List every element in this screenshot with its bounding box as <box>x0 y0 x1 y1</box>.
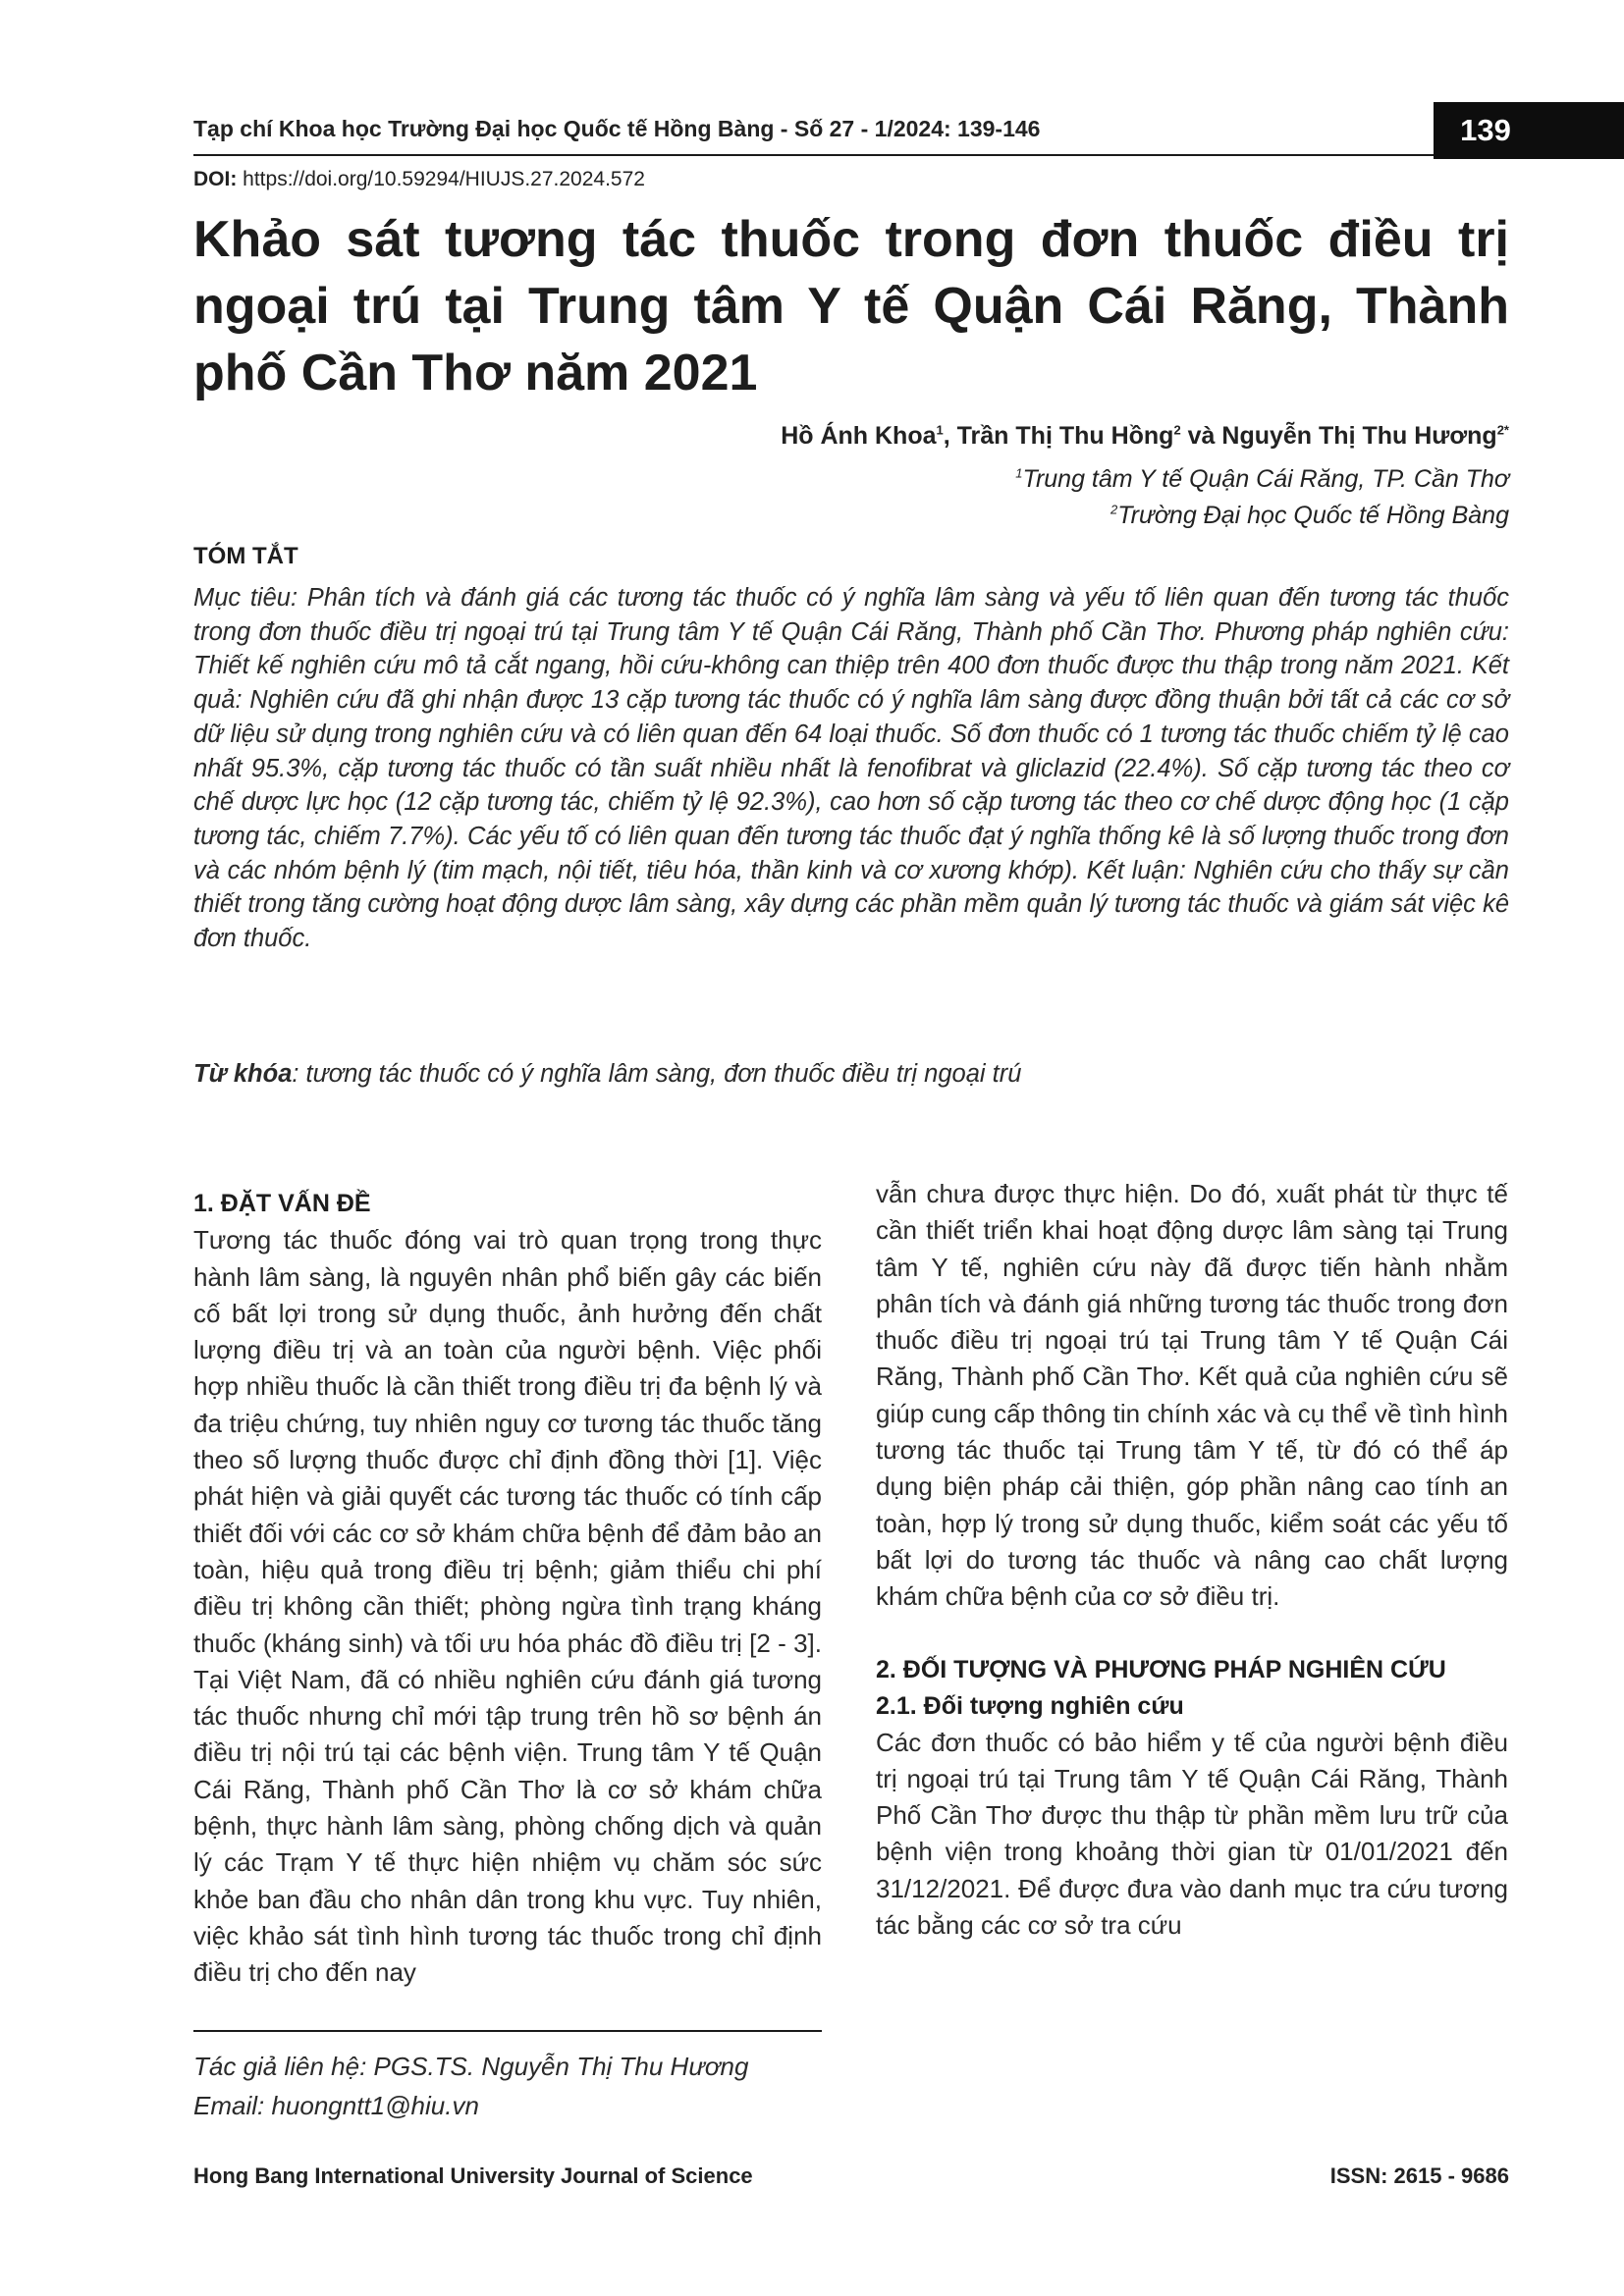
paper-title: Khảo sát tương tác thuốc trong đơn thuốc điều trị ngoại trú tại Trung tâm Y tế Quận Cái Răng, Thành phố Cần Thơ năm 2021 <box>193 211 1509 401</box>
doi-line <box>193 168 645 191</box>
footer-journal: Hong Bang International University Journal of Science <box>193 2163 753 2188</box>
abstract-heading: TÓM TẮT <box>193 543 298 569</box>
affiliation-text: Trường Đại học Quốc tế Hồng Bàng <box>1117 502 1509 529</box>
author-sep: , <box>943 422 957 450</box>
footer-issn: ISSN: 2615 - 9686 <box>1329 2163 1509 2188</box>
abstract-text: Mục tiêu: Phân tích và đánh giá các tương tác thuốc có ý nghĩa lâm sàng và yếu tố liên quan đến tương tác thuốc trong đơn thuốc điều trị ngoại trú tại Trung tâm Y tế Quận Cái Răng, Thành phố Cần Thơ. Phương pháp nghiên cứu: Thiết kế nghiên cứu mô tả cắt ngang, hồi cứu-không can thiệp trên 400 đơn thuốc được thu thập trong năm 2021. Kết quả: Nghiên cứu đã ghi nhận được 13 cặp tương tác thuốc có ý nghĩa lâm sàng được đồng thuận bởi tất cả các cơ sở dữ liệu sử dụng trong nghiên cứu và có liên quan đến 64 loại thuốc. Số đơn thuốc có 1 tương tác thuốc chiếm tỷ lệ cao nhất 95.3%, cặp tương tác thuốc có tần suất nhiều nhất là fenofibrat và gliclazid (22.4%). Số cặp tương tác theo cơ chế dược lực học (12 cặp tương tác, chiếm tỷ lệ 92.3%), cao hơn số cặp tương tác theo cơ chế dược động học (1 cặp tương tác, chiếm 7.7%). Các yếu tố có liên quan đến tương tác thuốc đạt ý nghĩa thống kê là số lượng thuốc trong đơn và các nhóm bệnh lý (tim mạch, nội tiết, tiêu hóa, thần kinh và cơ xương khớp). Kết luận: Nghiên cứu cho thấy sự cần thiết trong tăng cường hoạt động dược lâm sàng, xây dựng các phần mềm quản lý tương tác thuốc và giám sát việc kê đơn thuốc. <box>193 584 1509 953</box>
affiliation-1 <box>1015 465 1509 494</box>
section-1-left-text: Tương tác thuốc đóng vai trò quan trọng trong thực hành lâm sàng, là nguyên nhân phổ biến gây các biến cố bất lợi trong sử dụng thuốc, ảnh hưởng đến chất lượng điều trị và an toàn của người bệnh. Việc phối hợp nhiều thuốc là cần thiết trong điều trị đa bệnh lý và đa triệu chứng, tuy nhiên nguy cơ tương tác thuốc tăng theo số lượng thuốc được chỉ định đồng thời [1]. Việc phát hiện và giải quyết các tương tác thuốc có tính cấp thiết đối với các cơ sở khám chữa bệnh để đảm bảo an toàn, hiệu quả trong điều trị bệnh; giảm thiểu chi phí điều trị không cần thiết; phòng ngừa tình trạng kháng thuốc (kháng sinh) và tối ưu hóa phác đồ điều trị [2 - 3]. Tại Việt Nam, đã có nhiều nghiên cứu đánh giá tương tác thuốc nhưng chỉ mới tập trung trên hồ sơ bệnh án điều trị nội trú tại các bệnh viện. Trung tâm Y tế Quận Cái Răng, Thành phố Cần Thơ là cơ sở khám chữa bệnh, thực hành lâm sàng, phòng chống dịch và quản lý các Trạm Y tế thực hiện nhiệm vụ chăm sóc sức khỏe ban đầu cho nhân dân trong khu vực. Tuy nhiên, việc khảo sát tình hình tương tác thuốc trong chỉ định điều trị cho đến nay <box>193 1225 822 1988</box>
affiliation-text: Trung tâm Y tế Quận Cái Răng, TP. Cần Thơ <box>1022 465 1509 493</box>
author-sup: 1 <box>936 422 944 438</box>
journal-header: Tạp chí Khoa học Trường Đại học Quốc tế Hồng Bàng - Số 27 - 1/2024: 139-146 <box>193 116 1041 141</box>
affiliation-2 <box>1110 502 1509 530</box>
section-2-1-heading: 2.1. Đối tượng nghiên cứu <box>876 1691 1184 1720</box>
doi-label: DOI: <box>193 168 238 190</box>
affiliation-sup: 1 <box>1015 465 1023 481</box>
left-column <box>193 1186 822 1992</box>
right-column <box>876 1176 1508 1944</box>
contact-email[interactable]: Email: huongntt1@hiu.vn <box>193 2091 479 2120</box>
section-1-right-text: vẫn chưa được thực hiện. Do đó, xuất phát từ thực tế cần thiết triển khai hoạt động dược lâm sàng tại Trung tâm Y tế, nghiên cứu này đã được tiến hành nhằm phân tích và đánh giá những tương tác thuốc trong đơn thuốc điều trị ngoại trú tại Trung tâm Y tế Quận Cái Răng, Thành phố Cần Thơ. Kết quả của nghiên cứu sẽ giúp cung cấp thông tin chính xác và cụ thể về tình hình tương tác thuốc tại Trung tâm Y tế, từ đó có thể áp dụng biện pháp cải thiện, góp phần nâng cao tính an toàn, hợp lý trong sử dụng thuốc, kiểm soát các yếu tố bất lợi do tương tác thuốc và nâng cao chất lượng khám chữa bệnh của cơ sở điều trị. <box>876 1179 1508 1612</box>
author-name: Trần Thị Thu Hồng <box>956 422 1174 450</box>
author-sup: 2* <box>1496 422 1509 438</box>
section-2-1-text: Các đơn thuốc có bảo hiểm y tế của người bệnh điều trị ngoại trú tại Trung tâm Y tế Quận Cái Răng, Thành Phố Cần Thơ được thu thập từ phần mềm lưu trữ của bệnh viện trong khoảng thời gian từ 01/01/2021 đến 31/12/2021. Để được đưa vào danh mục tra cứu tương tác bằng các cơ sở tra cứu <box>876 1727 1508 1941</box>
header-divider <box>193 154 1434 156</box>
author-sup: 2 <box>1173 422 1181 438</box>
section-2-heading: 2. ĐỐI TƯỢNG VÀ PHƯƠNG PHÁP NGHIÊN CỨU <box>876 1655 1446 1683</box>
section-1-heading: 1. ĐẶT VẤN ĐỀ <box>193 1190 371 1217</box>
page-number: 139 <box>1434 102 1624 159</box>
contact-author: Tác giả liên hệ: PGS.TS. Nguyễn Thị Thu Hương <box>193 2052 749 2081</box>
author-name: Nguyễn Thị Thu Hương <box>1221 422 1497 450</box>
keywords <box>193 1060 1509 1089</box>
keywords-label: Từ khóa <box>193 1060 293 1088</box>
author-sep: và <box>1180 422 1222 450</box>
section-2 <box>876 1652 1508 1945</box>
keywords-text: : tương tác thuốc có ý nghĩa lâm sàng, đơn thuốc điều trị ngoại trú <box>292 1060 1022 1088</box>
author-name: Hồ Ánh Khoa <box>781 422 937 450</box>
affiliation-sup: 2 <box>1110 502 1118 517</box>
author-list <box>781 422 1509 451</box>
corresponding-author <box>193 2047 748 2125</box>
doi-link[interactable]: https://doi.org/10.59294/HIUJS.27.2024.572 <box>237 168 645 190</box>
footnote-divider <box>193 2030 822 2032</box>
